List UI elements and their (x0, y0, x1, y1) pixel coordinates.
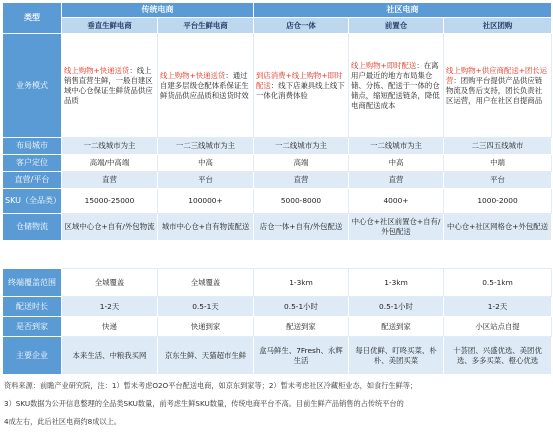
row-label: 布局城市 (3, 138, 62, 155)
table-row (3, 189, 552, 214)
row-label: 配送时长 (3, 297, 62, 317)
table-cell: 直营 (349, 172, 444, 189)
table-cell: 中心仓+社区前置仓+自有/外包配送 (349, 214, 444, 241)
table-cell: 0.5-1km (444, 269, 552, 297)
table-cell: 中心仓+社区网格仓+外包配送 (444, 214, 552, 241)
table-cell: 4000+ (349, 189, 444, 214)
table-cell: 中端 (444, 155, 552, 172)
business-model-cell: 线上购物+快递送货：通过自建多层级仓配体系保证生鲜货品供应品质和送货时效 (158, 34, 254, 138)
table-cell: 盒马鲜生、7Fresh、永辉生活 (254, 337, 349, 375)
row-label: 直营/平台 (3, 172, 62, 189)
table-cell: 5000-8000 (254, 189, 349, 214)
table-cell: 城市中心仓+自有物流配送 (158, 214, 254, 241)
row-label: 主要企业 (3, 337, 62, 375)
business-model-cell: 线上购物+即时配送：在离用户最近的地方布局集仓储、分拣、配送于一体的仓储点，缩短配送链条，降低电商配送成本 (349, 34, 444, 138)
row-label: SKU（全品类） (3, 189, 62, 214)
table-cell: 中高 (349, 155, 444, 172)
table-row (3, 138, 552, 155)
table-cell: 一二线城市为主 (62, 138, 158, 155)
table-cell: 0.5-1小时 (254, 297, 349, 317)
table-cell: 高端 (254, 155, 349, 172)
note-line: 资料来源：前瞻产业研究院，注：1）暂未考虑O2O平台配送电商，如京东到家等；2）暂未考虑社区冷藏柜业态，如食行生鲜等； (4, 381, 418, 390)
table-cell: 一二线城市为主 (254, 138, 349, 155)
comparison-table-continued (2, 268, 552, 375)
row-label: 客户定位 (3, 155, 62, 172)
table-cell: 1-3km (254, 269, 349, 297)
note-line: 4成左右，此后社区电商约8成以上。 (4, 417, 121, 426)
source-note (4, 377, 549, 431)
table-cell: 平台 (158, 172, 254, 189)
row-label: 仓储物流 (3, 214, 62, 241)
col-header-group-buying: 社区团购 (444, 18, 552, 34)
business-model-cell: 到店消费+线上购物+即时配送：线下店兼具线上线下一体化消费体验 (254, 34, 349, 138)
table-cell: 1000-2000 (444, 189, 552, 214)
table-row (3, 155, 552, 172)
type-header: 类型 (3, 3, 62, 34)
table-cell: 二三四五线城市 (444, 138, 552, 155)
business-model-cell: 线上购物+供应商配送+团长运营：团购平台提供产品供应链物流及售后支持，团长负责社区运营，用户在社区自提商品 (444, 34, 552, 138)
table-cell: 配送到家 (254, 317, 349, 337)
table-cell: 直营 (254, 172, 349, 189)
table-cell: 店仓一体+自有/外包配送 (254, 214, 349, 241)
table-cell: 全城覆盖 (158, 269, 254, 297)
row-label: 业务模式 (3, 34, 62, 138)
table-cell: 平台 (444, 172, 552, 189)
traditional-ecommerce-header: 传统电商 (62, 3, 254, 18)
table-cell: 直营 (62, 172, 158, 189)
table-row (3, 297, 552, 317)
table-cell: 1-2天 (62, 297, 158, 317)
community-ecommerce-header: 社区电商 (254, 3, 552, 18)
table-cell: 0.5-1小时 (349, 297, 444, 317)
col-header-platform: 平台生鲜电商 (158, 18, 254, 34)
table-cell: 京东生鲜、天猫超市生鲜 (158, 337, 254, 375)
table-row (3, 317, 552, 337)
table-cell: 中高 (158, 155, 254, 172)
table-cell: 配送到家 (349, 317, 444, 337)
table-cell: 快递 (62, 317, 158, 337)
row-label: 是否到家 (3, 317, 62, 337)
col-header-store-warehouse: 店仓一体 (254, 18, 349, 34)
comparison-table-main (2, 2, 552, 241)
table-cell: 15000-25000 (62, 189, 158, 214)
col-header-front-warehouse: 前置仓 (349, 18, 444, 34)
table-cell: 1-2天 (444, 297, 552, 317)
table-cell: 快递到家 (158, 317, 254, 337)
table-cell: 本来生活、中粮我买网 (62, 337, 158, 375)
table-cell: 一二线城市为主 (349, 138, 444, 155)
table-cell: 全城覆盖 (62, 269, 158, 297)
col-header-vertical: 垂直生鲜电商 (62, 18, 158, 34)
table-cell: 小区站点自提 (444, 317, 552, 337)
table-cell: 每日优鲜、叮咚买菜、朴朴、美团买菜 (349, 337, 444, 375)
table-cell: 十荟团、兴盛优选、美团优选、多多买菜、橙心优选 (444, 337, 552, 375)
table-cell: 0.5-1天 (158, 297, 254, 317)
table-cell: 高端/中高端 (62, 155, 158, 172)
table-cell: 区域中心仓+自有/外包物流 (62, 214, 158, 241)
table-cell: 一二三线城市为主 (158, 138, 254, 155)
table-cell: 1-3km (349, 269, 444, 297)
row-label: 终端覆盖范围 (3, 269, 62, 297)
business-model-row (3, 34, 552, 138)
note-line: 3）SKU数据为公开信息整理的全品类SKU数量，前考虑生鲜SKU数量，传统电商平台不高。目前生鲜产品销售的占传统平台的 (4, 399, 404, 408)
table-row (3, 269, 552, 297)
table-row (3, 172, 552, 189)
table-cell: 100000+ (158, 189, 254, 214)
business-model-cell: 线上购物+快递送货：线上销售直营生鲜，一般自建区域中心仓保证生鲜货品供应品质 (62, 34, 158, 138)
table-row (3, 337, 552, 375)
table-row (3, 214, 552, 241)
